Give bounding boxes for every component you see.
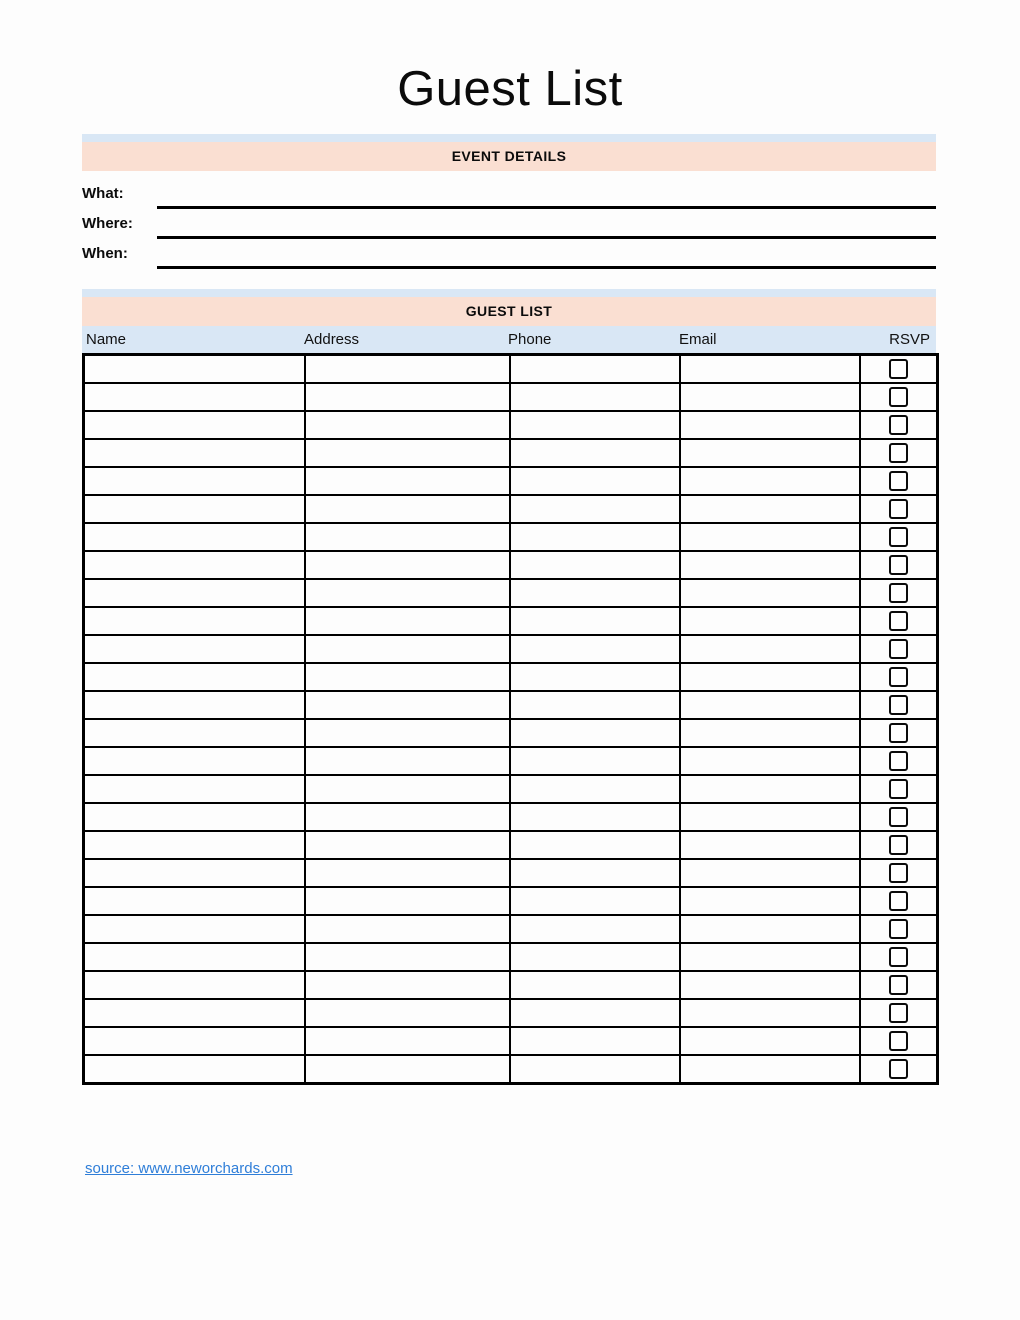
rsvp-checkbox-icon[interactable] xyxy=(889,527,908,547)
cell-address[interactable] xyxy=(305,719,510,747)
cell-phone[interactable] xyxy=(510,551,680,579)
cell-address[interactable] xyxy=(305,775,510,803)
cell-address[interactable] xyxy=(305,999,510,1027)
cell-name[interactable] xyxy=(84,355,305,384)
cell-email[interactable] xyxy=(680,383,860,411)
guest-list-column-headers xyxy=(82,326,936,353)
rsvp-checkbox-icon[interactable] xyxy=(889,1059,908,1079)
table-row xyxy=(84,663,938,691)
cell-address[interactable] xyxy=(305,355,510,384)
cell-name[interactable] xyxy=(84,523,305,551)
cell-phone[interactable] xyxy=(510,915,680,943)
cell-rsvp[interactable] xyxy=(860,607,938,635)
cell-address[interactable] xyxy=(305,495,510,523)
cell-email[interactable] xyxy=(680,607,860,635)
source-link[interactable]: source: www.neworchards.com xyxy=(85,1160,293,1177)
cell-rsvp[interactable] xyxy=(860,663,938,691)
cell-rsvp[interactable] xyxy=(860,355,938,384)
cell-name[interactable] xyxy=(84,831,305,859)
cell-email[interactable] xyxy=(680,971,860,999)
cell-email[interactable] xyxy=(680,495,860,523)
cell-phone[interactable] xyxy=(510,719,680,747)
cell-rsvp[interactable] xyxy=(860,523,938,551)
cell-email[interactable] xyxy=(680,439,860,467)
rsvp-checkbox-icon[interactable] xyxy=(889,975,908,995)
cell-name[interactable] xyxy=(84,943,305,971)
cell-phone[interactable] xyxy=(510,467,680,495)
field-row-when xyxy=(82,239,936,269)
rsvp-checkbox-icon[interactable] xyxy=(889,947,908,967)
rsvp-checkbox-icon[interactable] xyxy=(889,583,908,603)
cell-address[interactable] xyxy=(305,607,510,635)
rsvp-checkbox-icon[interactable] xyxy=(889,443,908,463)
cell-address[interactable] xyxy=(305,887,510,915)
table-row xyxy=(84,915,938,943)
column-header-email: Email xyxy=(679,331,717,348)
guest-list-section xyxy=(82,289,936,1085)
cell-rsvp[interactable] xyxy=(860,719,938,747)
cell-name[interactable] xyxy=(84,1027,305,1055)
cell-rsvp[interactable] xyxy=(860,971,938,999)
table-row xyxy=(84,1027,938,1055)
where-input-line[interactable] xyxy=(157,210,936,239)
rsvp-checkbox-icon[interactable] xyxy=(889,555,908,575)
cell-email[interactable] xyxy=(680,775,860,803)
event-details-band-label: EVENT DETAILS xyxy=(82,142,936,171)
rsvp-checkbox-icon[interactable] xyxy=(889,835,908,855)
cell-name[interactable] xyxy=(84,495,305,523)
table-row xyxy=(84,971,938,999)
cell-name[interactable] xyxy=(84,635,305,663)
cell-phone[interactable] xyxy=(510,691,680,719)
cell-phone[interactable] xyxy=(510,523,680,551)
when-label: When: xyxy=(82,245,128,262)
cell-phone[interactable] xyxy=(510,999,680,1027)
table-row xyxy=(84,719,938,747)
guest-list-table-body xyxy=(84,355,938,1084)
cell-name[interactable] xyxy=(84,859,305,887)
cell-rsvp[interactable] xyxy=(860,887,938,915)
cell-rsvp[interactable] xyxy=(860,439,938,467)
cell-address[interactable] xyxy=(305,1055,510,1084)
cell-address[interactable] xyxy=(305,747,510,775)
rsvp-checkbox-icon[interactable] xyxy=(889,1003,908,1023)
cell-name[interactable] xyxy=(84,971,305,999)
cell-rsvp[interactable] xyxy=(860,999,938,1027)
cell-name[interactable] xyxy=(84,915,305,943)
page-title: Guest List xyxy=(397,62,623,116)
cell-name[interactable] xyxy=(84,411,305,439)
cell-rsvp[interactable] xyxy=(860,383,938,411)
cell-email[interactable] xyxy=(680,1027,860,1055)
table-row xyxy=(84,831,938,859)
cell-email[interactable] xyxy=(680,691,860,719)
column-header-name: Name xyxy=(86,331,127,348)
guest-list-table xyxy=(82,353,939,1085)
cell-phone[interactable] xyxy=(510,831,680,859)
cell-address[interactable] xyxy=(305,411,510,439)
cell-phone[interactable] xyxy=(510,495,680,523)
cell-address[interactable] xyxy=(305,1027,510,1055)
rsvp-checkbox-icon[interactable] xyxy=(889,415,908,435)
cell-phone[interactable] xyxy=(510,607,680,635)
cell-address[interactable] xyxy=(305,523,510,551)
rsvp-checkbox-icon[interactable] xyxy=(889,471,908,491)
rsvp-checkbox-icon[interactable] xyxy=(889,723,908,743)
cell-phone[interactable] xyxy=(510,579,680,607)
column-header-address: Address xyxy=(304,331,360,348)
cell-name[interactable] xyxy=(84,691,305,719)
cell-name[interactable] xyxy=(84,383,305,411)
cell-address[interactable] xyxy=(305,691,510,719)
cell-rsvp[interactable] xyxy=(860,495,938,523)
cell-address[interactable] xyxy=(305,971,510,999)
rsvp-checkbox-icon[interactable] xyxy=(889,667,908,687)
cell-rsvp[interactable] xyxy=(860,467,938,495)
cell-address[interactable] xyxy=(305,663,510,691)
cell-address[interactable] xyxy=(305,915,510,943)
cell-email[interactable] xyxy=(680,803,860,831)
when-input-line[interactable] xyxy=(157,240,936,269)
event-details-fields xyxy=(82,179,936,269)
column-header-rsvp: RSVP xyxy=(889,331,930,348)
cell-email[interactable] xyxy=(680,719,860,747)
table-row xyxy=(84,551,938,579)
table-row xyxy=(84,999,938,1027)
table-row xyxy=(84,383,938,411)
cell-phone[interactable] xyxy=(510,803,680,831)
cell-address[interactable] xyxy=(305,831,510,859)
cell-rsvp[interactable] xyxy=(860,915,938,943)
cell-rsvp[interactable] xyxy=(860,691,938,719)
cell-email[interactable] xyxy=(680,355,860,384)
cell-email[interactable] xyxy=(680,635,860,663)
column-header-phone: Phone xyxy=(508,331,552,348)
cell-rsvp[interactable] xyxy=(860,859,938,887)
cell-name[interactable] xyxy=(84,467,305,495)
cell-name[interactable] xyxy=(84,747,305,775)
where-label: Where: xyxy=(82,215,133,232)
cell-phone[interactable] xyxy=(510,663,680,691)
cell-email[interactable] xyxy=(680,663,860,691)
table-row xyxy=(84,439,938,467)
rsvp-checkbox-icon[interactable] xyxy=(889,919,908,939)
cell-name[interactable] xyxy=(84,1055,305,1084)
cell-address[interactable] xyxy=(305,943,510,971)
cell-rsvp[interactable] xyxy=(860,747,938,775)
cell-email[interactable] xyxy=(680,579,860,607)
cell-email[interactable] xyxy=(680,747,860,775)
cell-phone[interactable] xyxy=(510,411,680,439)
cell-email[interactable] xyxy=(680,887,860,915)
guest-list-band-label: GUEST LIST xyxy=(82,297,936,326)
table-row xyxy=(84,607,938,635)
cell-email[interactable] xyxy=(680,523,860,551)
cell-rsvp[interactable] xyxy=(860,803,938,831)
cell-phone[interactable] xyxy=(510,943,680,971)
rsvp-checkbox-icon[interactable] xyxy=(889,387,908,407)
cell-phone[interactable] xyxy=(510,383,680,411)
cell-phone[interactable] xyxy=(510,1055,680,1084)
what-input-line[interactable] xyxy=(157,180,936,209)
cell-rsvp[interactable] xyxy=(860,411,938,439)
table-row xyxy=(84,411,938,439)
cell-name[interactable] xyxy=(84,999,305,1027)
table-row xyxy=(84,747,938,775)
cell-name[interactable] xyxy=(84,775,305,803)
rsvp-checkbox-icon[interactable] xyxy=(889,1031,908,1051)
cell-phone[interactable] xyxy=(510,859,680,887)
accent-strip xyxy=(82,134,936,142)
field-row-what xyxy=(82,179,936,209)
cell-address[interactable] xyxy=(305,859,510,887)
rsvp-checkbox-icon[interactable] xyxy=(889,863,908,883)
cell-rsvp[interactable] xyxy=(860,775,938,803)
cell-email[interactable] xyxy=(680,999,860,1027)
table-row xyxy=(84,943,938,971)
cell-name[interactable] xyxy=(84,719,305,747)
cell-email[interactable] xyxy=(680,859,860,887)
event-details-section xyxy=(82,134,936,269)
table-row xyxy=(84,523,938,551)
cell-rsvp[interactable] xyxy=(860,943,938,971)
table-row xyxy=(84,1055,938,1084)
cell-name[interactable] xyxy=(84,887,305,915)
table-row xyxy=(84,775,938,803)
rsvp-checkbox-icon[interactable] xyxy=(889,639,908,659)
cell-rsvp[interactable] xyxy=(860,551,938,579)
cell-rsvp[interactable] xyxy=(860,1027,938,1055)
table-row xyxy=(84,635,938,663)
rsvp-checkbox-icon[interactable] xyxy=(889,611,908,631)
cell-email[interactable] xyxy=(680,551,860,579)
cell-address[interactable] xyxy=(305,579,510,607)
cell-rsvp[interactable] xyxy=(860,579,938,607)
cell-email[interactable] xyxy=(680,1055,860,1084)
cell-name[interactable] xyxy=(84,439,305,467)
cell-email[interactable] xyxy=(680,915,860,943)
cell-phone[interactable] xyxy=(510,1027,680,1055)
cell-email[interactable] xyxy=(680,467,860,495)
rsvp-checkbox-icon[interactable] xyxy=(889,751,908,771)
cell-name[interactable] xyxy=(84,803,305,831)
what-label: What: xyxy=(82,185,124,202)
rsvp-checkbox-icon[interactable] xyxy=(889,695,908,715)
cell-phone[interactable] xyxy=(510,887,680,915)
cell-phone[interactable] xyxy=(510,635,680,663)
cell-name[interactable] xyxy=(84,579,305,607)
cell-phone[interactable] xyxy=(510,439,680,467)
cell-rsvp[interactable] xyxy=(860,831,938,859)
table-row xyxy=(84,495,938,523)
table-row xyxy=(84,887,938,915)
cell-rsvp[interactable] xyxy=(860,635,938,663)
cell-name[interactable] xyxy=(84,551,305,579)
table-row xyxy=(84,579,938,607)
cell-email[interactable] xyxy=(680,831,860,859)
table-row xyxy=(84,355,938,384)
cell-address[interactable] xyxy=(305,467,510,495)
rsvp-checkbox-icon[interactable] xyxy=(889,499,908,519)
cell-email[interactable] xyxy=(680,943,860,971)
cell-phone[interactable] xyxy=(510,971,680,999)
cell-name[interactable] xyxy=(84,663,305,691)
accent-strip-2 xyxy=(82,289,936,297)
cell-phone[interactable] xyxy=(510,355,680,384)
cell-address[interactable] xyxy=(305,439,510,467)
rsvp-checkbox-icon[interactable] xyxy=(889,779,908,799)
table-row xyxy=(84,803,938,831)
table-row xyxy=(84,467,938,495)
table-row xyxy=(84,691,938,719)
cell-email[interactable] xyxy=(680,411,860,439)
cell-address[interactable] xyxy=(305,383,510,411)
cell-phone[interactable] xyxy=(510,747,680,775)
cell-address[interactable] xyxy=(305,551,510,579)
rsvp-checkbox-icon[interactable] xyxy=(889,891,908,911)
cell-address[interactable] xyxy=(305,803,510,831)
cell-phone[interactable] xyxy=(510,775,680,803)
table-row xyxy=(84,859,938,887)
cell-name[interactable] xyxy=(84,607,305,635)
cell-rsvp[interactable] xyxy=(860,1055,938,1084)
cell-address[interactable] xyxy=(305,635,510,663)
field-row-where xyxy=(82,209,936,239)
rsvp-checkbox-icon[interactable] xyxy=(889,359,908,379)
rsvp-checkbox-icon[interactable] xyxy=(889,807,908,827)
